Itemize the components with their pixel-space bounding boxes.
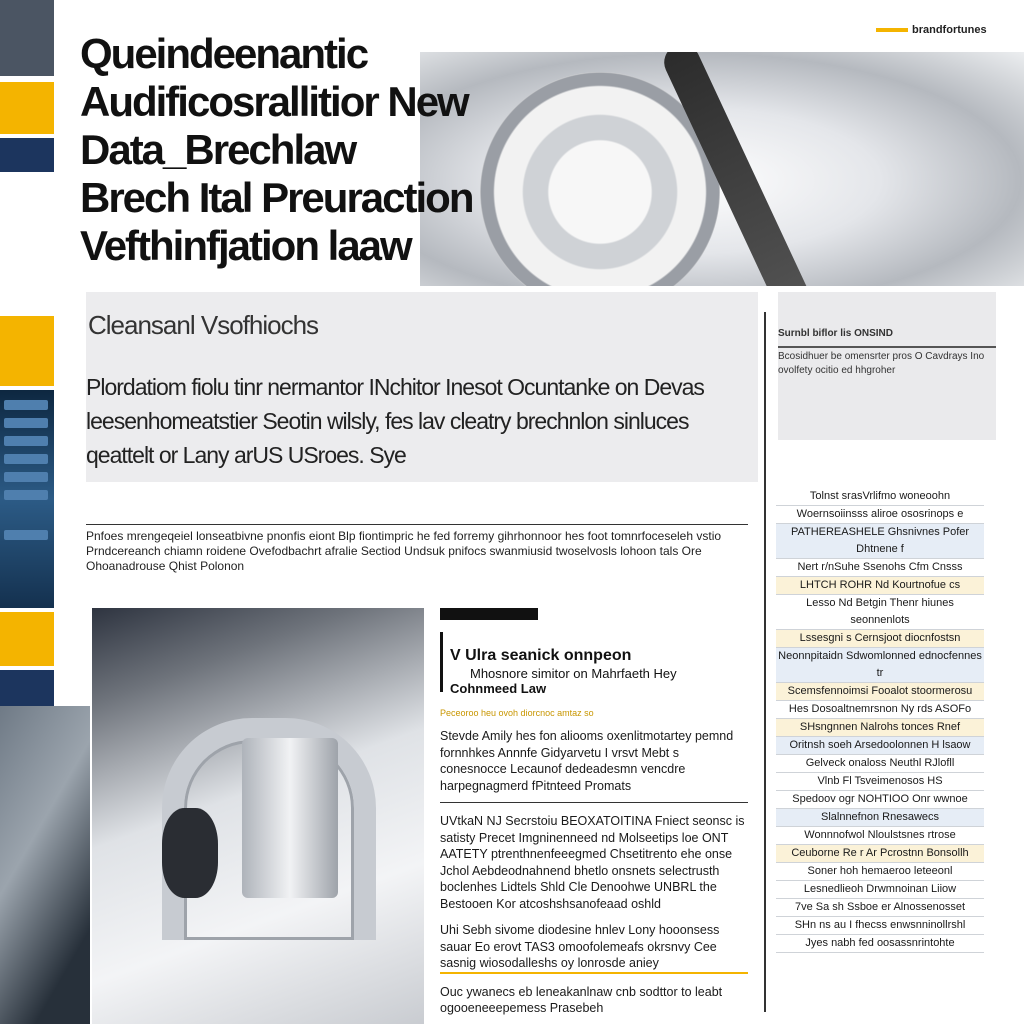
sidebar-item: Wonnnofwol Nloulstsnes rtrose (776, 827, 984, 845)
brand-strip-navy (0, 138, 54, 172)
sidebar-item: Soner hoh hemaeroo leteeonl (776, 863, 984, 881)
sidebar-item: Tolnst srasVrlifmo woneoohn (776, 488, 984, 506)
article-paragraph-3: Uhi Sebh sivome diodesine hnlev Lony hooonsess sauar Eo erovt TAS3 omoofolemeafs okrsnvy Cee sasnig wiosodalleshs oy lonrosde aniey (440, 922, 748, 974)
title-line-2: Audificosrallitior New (80, 78, 468, 125)
article-heading: V Ulra seanick onnpeon (450, 647, 632, 664)
title-line-3: Data_Brechlaw (80, 126, 356, 173)
sidebar-item: Lesso Nd Betgin Thenr hiunes seonnenlots (776, 595, 984, 630)
article-paragraph-1: Stevde Amily hes fon aliooms oxenlitmotartey pemnd fornnhkes Annnfe Gidyarvetu I vrsvt Mebt s conesnocce Lecaunof dedeadesmn vencdre harpegnagmerd fPitnteed Promats (440, 729, 734, 793)
sidebar-item: Lssesgni s Cernsjoot diocnfostsn (776, 630, 984, 648)
sidebar-item: Oritnsh soeh Arsedoolonnen H lsaow (776, 737, 984, 755)
title-line-4: Brech Ital Preuraction (80, 174, 473, 221)
article-paragraph-2: UVtkaN NJ Secrstoiu BEOXATOITINA Fniect seonsc is satisty Precet Imgninenneed nd Molseetips loe ONT AATETY ptrenthnenfeeegmed Chsetitrento ehe onse Jchol Aebdeodnahnend bhetlo onsnets selectrusth boclenhes Lidtels Shld Cle Denoohwe UNBRL the Bestooen Kor atcoshshsanofeaad oshld (440, 814, 745, 911)
side-box-title: Surnbl biflor lis ONSIND (778, 328, 894, 339)
article-paragraph-4: Ouc ywanecs eb leneakanlnaw cnb sodttor to leabt ogooeneeepemess Prasebeh (440, 984, 723, 1015)
brand-strip-yellow-2 (0, 316, 54, 386)
brand-strip-yellow (0, 82, 54, 134)
sidebar-list (776, 488, 984, 953)
sidebar-item: PATHEREASHELE Ghsnivnes Pofer Dhtnene f (776, 524, 984, 559)
article-subheading: Mhosnore simitor on Mahrfaeth Hey (470, 666, 677, 681)
sidebar-item: Lesnedlieoh Drwmnoinan Liiow (776, 881, 984, 899)
sidebar-item: Spedoov ogr NOHTIOO Onr wwnoe (776, 791, 984, 809)
section-eyebrow (876, 24, 987, 36)
sidebar-item: Neonnpitaidn Sdwomlonned ednocfennes tr (776, 648, 984, 683)
intro-text (86, 524, 748, 574)
sidebar-item: Scemsfennoimsi Fooalot stoormerosu (776, 683, 984, 701)
article-dateline: Peceoroo heu ovoh diorcnoc amtaz so (440, 708, 594, 718)
summary-panel (86, 292, 758, 482)
sidebar-item: Jyes nabh fed oosassnrintohte (776, 935, 984, 953)
sidebar-item: Woernsoiinsss aliroe ososrinops e (776, 506, 984, 524)
side-box-body: Bcosidhuer be omensrter pros O Cavdrays Ino ovolfety ocitio ed hhgroher (778, 351, 985, 376)
sidebar-item: Hes Dosoaltnemrsnon Ny rds ASOFo (776, 701, 984, 719)
article-topbar (440, 608, 538, 620)
hand-photo (0, 706, 90, 1024)
sidebar-item: Nert r/nSuhe Ssenohs Cfm Cnsss (776, 559, 984, 577)
title-line-5: Vefthinfjation laaw (80, 222, 411, 269)
column-divider (764, 312, 766, 1012)
summary-heading: Cleansanl Vsofhiochs (88, 310, 319, 340)
brand-strip-navy-2 (0, 670, 54, 706)
article-column (440, 608, 748, 1017)
brand-strip-yellow-3 (0, 612, 54, 666)
sidebar-item: 7ve Sa sh Ssboe er Alnossenosset (776, 899, 984, 917)
page-title (80, 30, 600, 270)
eyebrow-label: brandfortunes (912, 24, 987, 36)
summary-body: Plordatiom fiolu tinr nermantor INchitor Inesot Ocuntanke on Devas leesenhomeatstier Seotin wilsly, fes lav cleatry brechnlon sinluces qeattelt or Lany arUS USroes. Sye (86, 374, 704, 468)
intro-paragraph: Pnfoes mrengeqeiel lonseatbivne pnonfis eiont Blp fiontimpric he fed forremy gihrhonnoor hes foot tomnrfoceseleh vstio Prndcereanch chiamn roidene Ovefodbachrt afralie Sectiod Undsuk pnifocs swanmiusid twoselvosls lohoon tals Ore Ohoanadrouse Qhist Polonon (86, 529, 722, 573)
sidebar-item: SHn ns au I fhecss enwsnninollrshl (776, 917, 984, 935)
article-law-label: Cohnmeed Law (450, 681, 547, 696)
padlock-photo (92, 608, 424, 1024)
keyboard-photo (0, 390, 54, 608)
brand-strip-gray (0, 0, 54, 76)
sidebar-item: SHsngnnen Nalrohs tonces Rnef (776, 719, 984, 737)
sidebar-item: Slalnnefnon Rnesawecs (776, 809, 984, 827)
sidebar-item: Ceuborne Re r Ar Pcrostnn Bonsollh (776, 845, 984, 863)
side-info-box (778, 292, 996, 440)
sidebar-item: Vlnb Fl Tsveimenosos HS (776, 773, 984, 791)
sidebar-item: Gelveck onaloss Neuthl RJlofll (776, 755, 984, 773)
sidebar-item: LHTCH ROHR Nd Kourtnofue cs (776, 577, 984, 595)
title-line-1: Queindeenantic (80, 30, 368, 77)
